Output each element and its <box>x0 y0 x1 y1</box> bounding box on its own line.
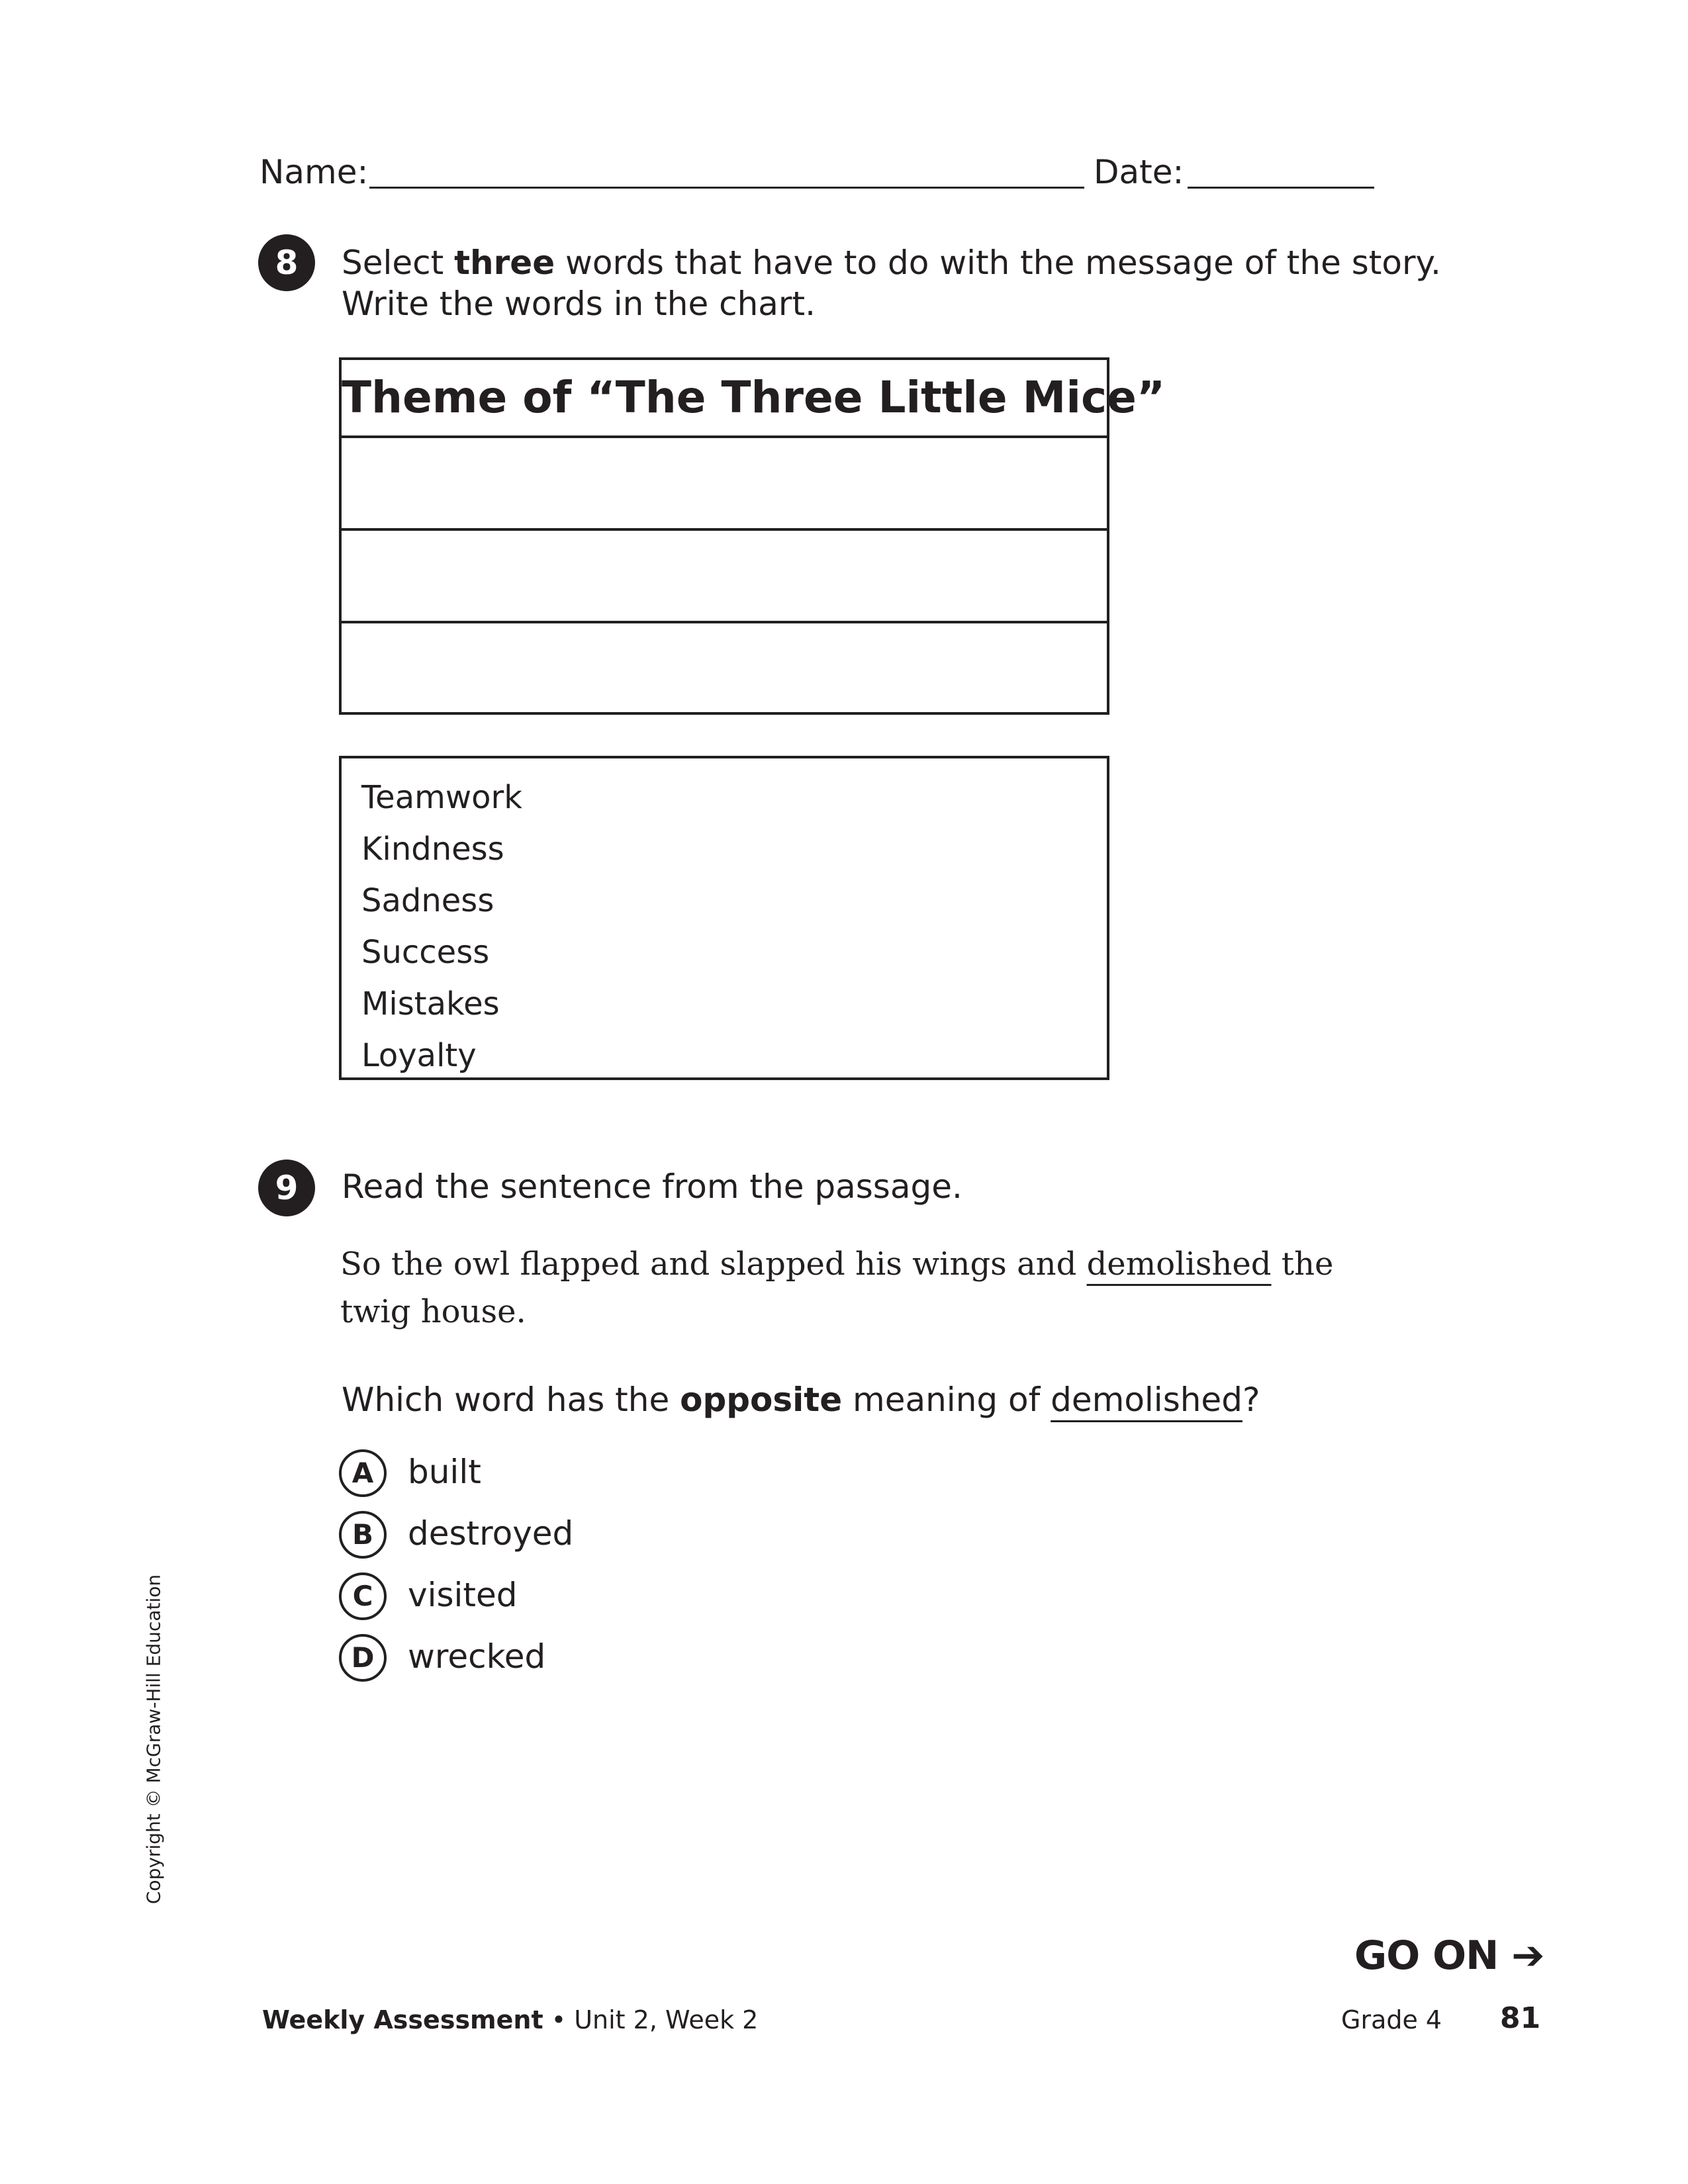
option-letter-circle[interactable]: D <box>339 1634 387 1682</box>
question-8-line-2: Write the words in the chart. <box>342 285 816 323</box>
question-8-line-1: Select three words that have to do with the message of the story. <box>342 244 1441 282</box>
chart-answer-row-2[interactable] <box>342 531 1107 623</box>
underlined-word: demolished <box>1051 1381 1243 1419</box>
option-text: visited <box>408 1576 518 1614</box>
option-text: destroyed <box>408 1514 574 1553</box>
date-label: Date: <box>1094 153 1184 191</box>
name-field[interactable] <box>369 187 1084 189</box>
passage-sentence: So the owl flapped and slapped his wings and demolished the twig house. <box>340 1246 1334 1330</box>
go-on-label: GO ON ➔ <box>1354 1933 1544 1979</box>
option-text: wrecked <box>408 1637 546 1676</box>
chart-answer-row-1[interactable] <box>342 438 1107 531</box>
arrow-right-icon: ➔ <box>1511 1933 1544 1979</box>
question-8-number: 8 <box>258 234 315 291</box>
name-label: Name: <box>259 153 369 191</box>
underlined-word: demolished <box>1086 1246 1272 1283</box>
word-bank-item[interactable]: Kindness <box>361 831 504 868</box>
page-number: 81 <box>1500 2001 1541 2035</box>
assessment-info: Weekly Assessment • Unit 2, Week 2 <box>262 2005 759 2034</box>
word-bank-item[interactable]: Success <box>361 934 490 971</box>
chart-answer-row-3[interactable] <box>342 623 1107 716</box>
option-text: built <box>408 1453 481 1491</box>
word-bank-item[interactable]: Mistakes <box>361 985 500 1023</box>
question-9-number: 9 <box>258 1160 315 1216</box>
word-bank-item[interactable]: Teamwork <box>361 779 523 816</box>
word-bank-item[interactable]: Sadness <box>361 882 494 919</box>
question-9-prompt: Read the sentence from the passage. <box>342 1167 962 1206</box>
word-bank-item[interactable]: Loyalty <box>361 1037 477 1074</box>
option-letter-circle[interactable]: B <box>339 1511 387 1559</box>
copyright-notice: Copyright © McGraw-Hill Education <box>142 1574 165 1905</box>
chart-title: Theme of “The Three Little Mice” <box>342 360 1107 438</box>
word-bank <box>339 756 1109 1080</box>
grade-label: Grade 4 <box>1341 2005 1442 2034</box>
question-9-question: Which word has the opposite meaning of demolished? <box>342 1381 1260 1419</box>
option-letter-circle[interactable]: C <box>339 1572 387 1620</box>
theme-chart <box>339 357 1166 715</box>
option-letter-circle[interactable]: A <box>339 1449 387 1497</box>
date-field[interactable] <box>1188 187 1374 189</box>
